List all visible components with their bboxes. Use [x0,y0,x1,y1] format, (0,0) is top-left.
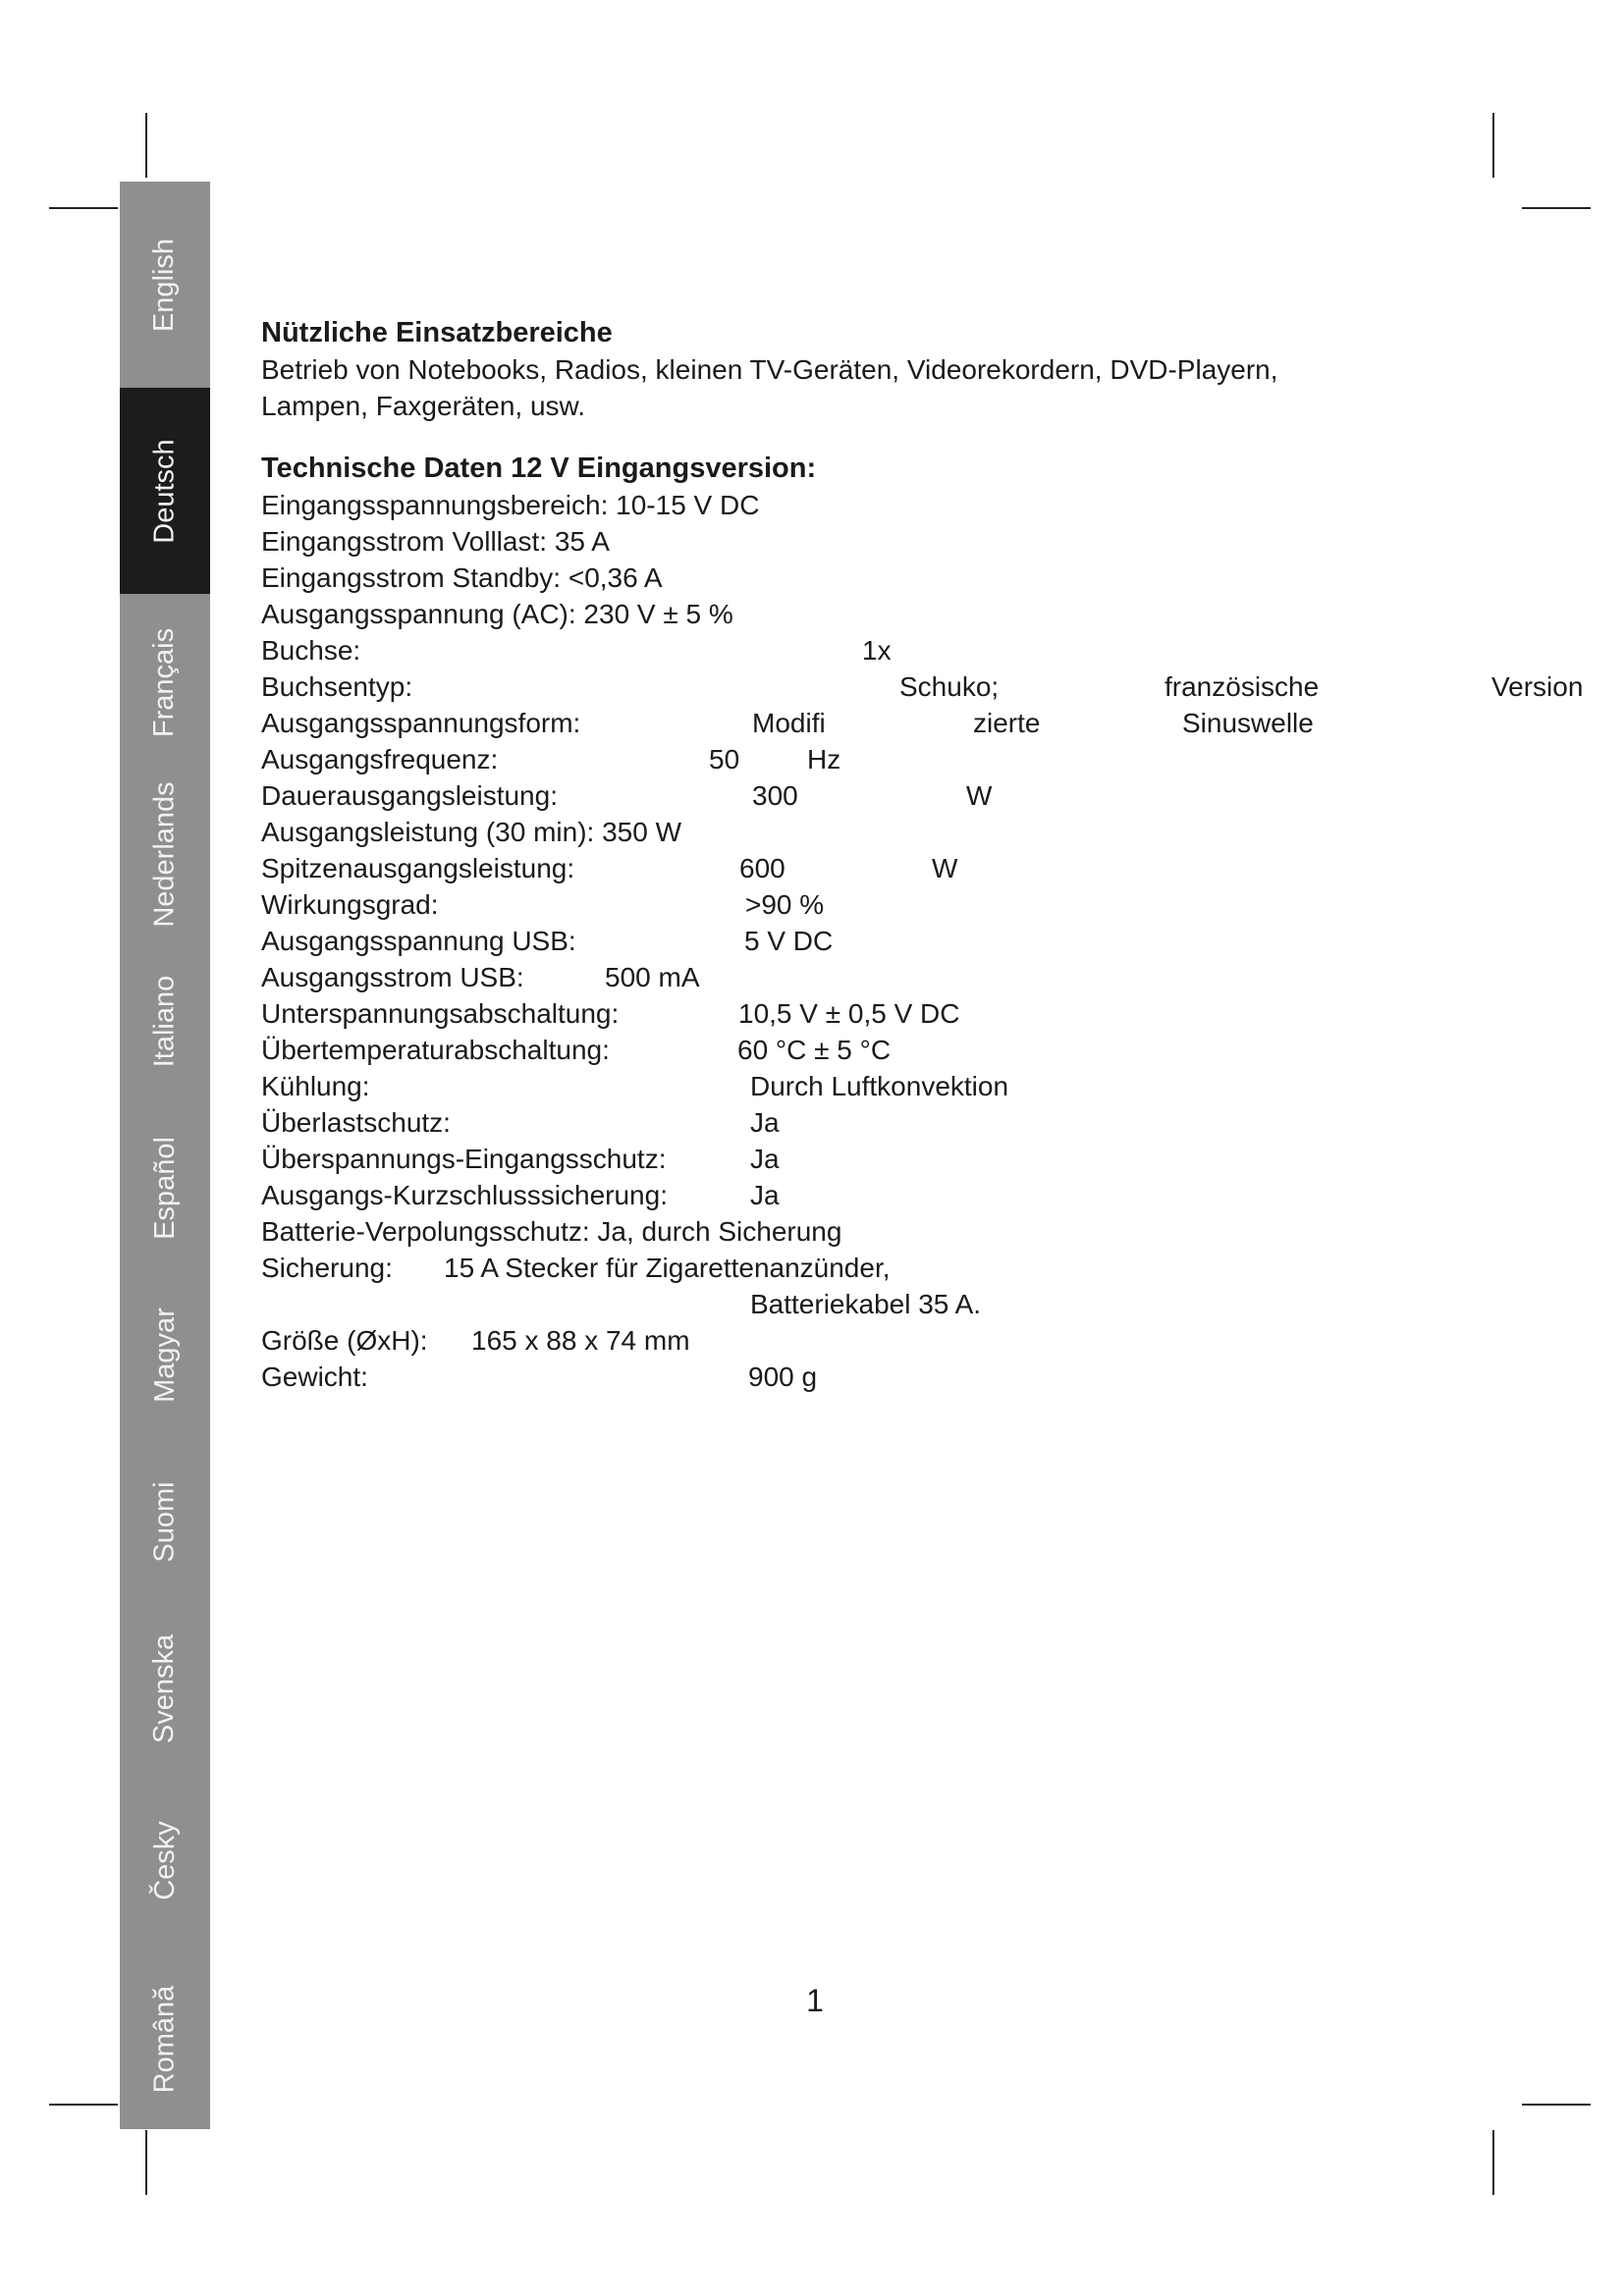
language-tab-label: Deutsch [148,438,181,544]
spec-value: >90 % [745,889,825,920]
spec-value: 300 [752,780,798,811]
spec-label: Spitzenausgangsleistung: [261,853,575,883]
spec-label: Unterspannungsabschaltung: [261,998,620,1029]
language-tab-label: Česky [148,1820,181,1900]
language-tab[interactable] [120,1772,210,1949]
language-tab-label: Svenska [148,1633,181,1743]
language-tab[interactable] [120,937,210,1104]
spec-value: Modifi [752,708,826,738]
language-tab[interactable] [120,182,210,388]
spec-label: Dauerausgangsleistung: [261,780,558,811]
specs-list [261,487,1584,1395]
page-content [261,314,1584,1395]
spec-row [261,487,1577,523]
spec-row [261,1068,1577,1104]
spec-label: Größe (ØxH): [261,1325,428,1356]
spec-row [261,1141,1577,1177]
spec-label: Ausgangsspannungsform: [261,708,581,738]
spec-value: 5 V DC [744,926,834,956]
language-tab[interactable] [120,1605,210,1772]
usage-title: Nützliche Einsatzbereiche [261,317,613,348]
language-tab[interactable] [120,1438,210,1605]
spec-value: Ja [750,1144,780,1174]
language-tab[interactable] [120,1949,210,2129]
spec-value: 1x [862,635,892,666]
spec-value: zierte [973,708,1041,738]
language-sidebar [120,182,210,2129]
spec-value: 600 [739,853,785,883]
spec-value: 500 mA [605,962,700,992]
spec-label: Buchsentyp: [261,671,413,702]
spec-label: Ausgangsstrom USB: [261,962,524,992]
spec-row [261,741,1577,777]
spec-row [261,995,1577,1032]
spec-row [261,1250,1577,1286]
spec-row [261,1213,1577,1250]
spec-label: Ausgangsleistung (30 min): 350 W [261,817,681,847]
spec-value: W [966,780,993,811]
spec-row [261,1032,1577,1068]
page-number: 1 [806,1983,824,2018]
spec-label: Ausgangsspannung (AC): 230 V ± 5 % [261,599,733,629]
spec-label: Ausgangs-Kurzschlusssicherung: [261,1180,668,1210]
specs-title: Technische Daten 12 V Eingangsversion: [261,453,817,484]
spec-label: Übertemperaturabschaltung: [261,1035,610,1065]
spec-label: Ausgangsfrequenz: [261,744,499,774]
spec-value: 60 °C ± 5 °C [737,1035,892,1065]
spec-value: Sinuswelle [1182,708,1314,738]
spec-row [261,523,1577,560]
spec-row [261,1322,1577,1359]
spec-row [261,560,1577,596]
language-tab-label: Italiano [148,975,181,1067]
spec-value: französische [1164,671,1320,702]
language-tab[interactable] [120,771,210,937]
spec-label: Eingangsstrom Standby: <0,36 A [261,562,663,593]
spec-value: Ja [750,1107,780,1138]
crop-mark [145,113,147,178]
spec-row [261,1286,1577,1322]
spec-label: Ausgangsspannung USB: [261,926,576,956]
language-tab-label: Français [148,627,181,737]
spec-value: 50 [709,744,740,774]
spec-value: Batteriekabel 35 A. [750,1289,982,1319]
spec-row [261,814,1577,850]
crop-mark [1492,2130,1494,2195]
language-tab[interactable] [120,594,210,771]
spec-row [261,886,1577,923]
spec-value: 900 g [748,1362,818,1392]
spec-value: Durch Luftkonvektion [750,1071,1009,1101]
spec-row [261,1104,1577,1141]
crop-mark [1522,2104,1591,2106]
spec-value: Version [1491,671,1584,702]
spec-value: 165 x 88 x 74 mm [471,1325,690,1356]
spec-label: Eingangsspannungsbereich: 10-15 V DC [261,490,760,520]
language-tab-label: English [148,238,181,332]
spec-label: Eingangsstrom Volllast: 35 A [261,526,610,557]
spec-value: Ja [750,1180,780,1210]
spec-label: Überlastschutz: [261,1107,451,1138]
spec-row [261,959,1577,995]
spec-row [261,596,1577,632]
spec-label: Batterie-Verpolungsschutz: Ja, durch Sicherung [261,1216,842,1247]
spec-label: Kühlung: [261,1071,370,1101]
language-tab-label: Română [148,1985,181,2093]
crop-mark [145,2130,147,2195]
spec-label: Sicherung: [261,1253,393,1283]
usage-line: Betrieb von Notebooks, Radios, kleinen TV-Geräten, Videorekordern, DVD-Playern, [261,354,1278,385]
spec-row [261,1359,1577,1395]
spec-label: Wirkungsgrad: [261,889,439,920]
spec-value: Schuko; [899,671,1000,702]
language-tab-label: Español [148,1136,181,1240]
spec-row [261,850,1577,886]
spec-row [261,632,1577,668]
spec-value: 15 A Stecker für Zigarettenanzünder, [444,1253,891,1283]
spec-row [261,923,1577,959]
usage-line: Lampen, Faxgeräten, usw. [261,391,585,421]
crop-mark [1492,113,1494,178]
language-tab-label: Magyar [148,1307,181,1403]
spec-label: Überspannungs-Eingangsschutz: [261,1144,667,1174]
crop-mark [49,207,118,209]
spec-row [261,668,1584,705]
spec-value: Hz [807,744,841,774]
crop-mark [1522,207,1591,209]
spec-label: Buchse: [261,635,361,666]
spec-row [261,777,1577,814]
spec-label: Gewicht: [261,1362,368,1392]
spec-row [261,1177,1577,1213]
language-tab[interactable] [120,388,210,594]
language-tab[interactable] [120,1104,210,1271]
language-tab[interactable] [120,1271,210,1438]
language-tab-label: Suomi [148,1480,181,1563]
spec-value: W [932,853,958,883]
crop-mark [49,2104,118,2106]
spec-row [261,705,1577,741]
language-tab-label: Nederlands [148,780,181,928]
spec-value: 10,5 V ± 0,5 V DC [738,998,960,1029]
